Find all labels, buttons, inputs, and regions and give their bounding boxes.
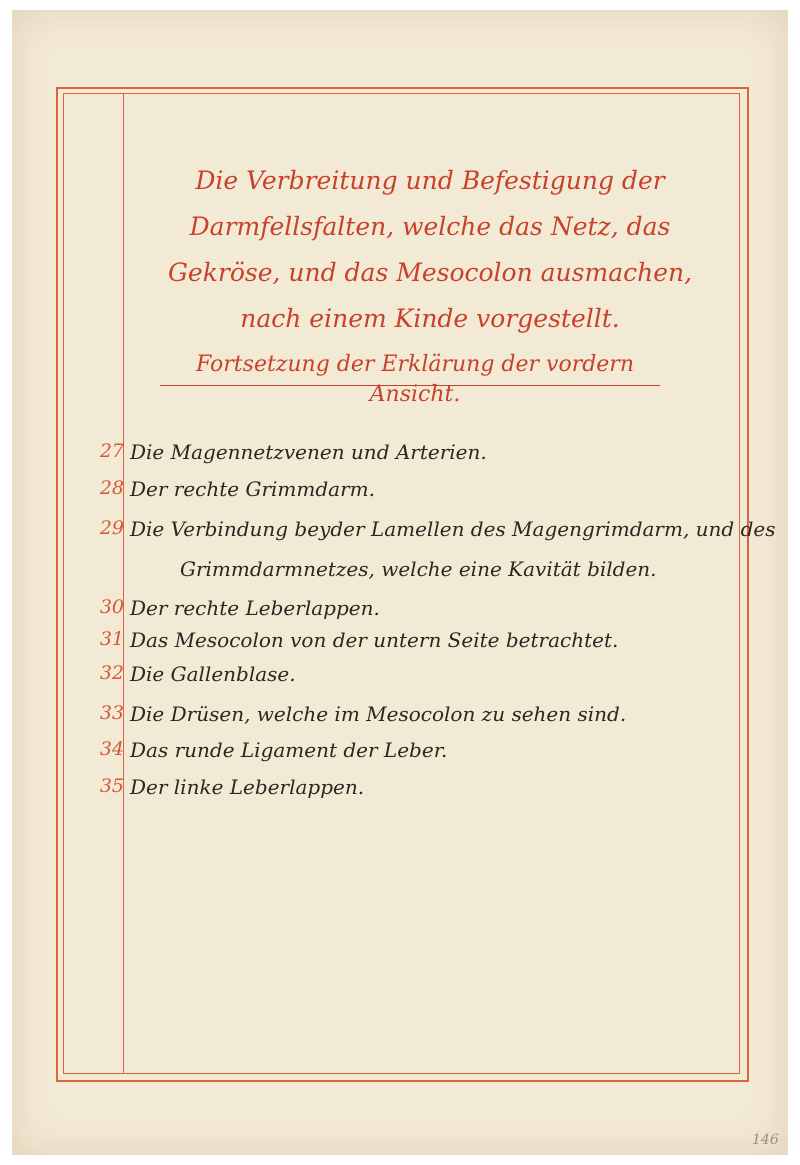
entry-number: 27 [99, 440, 124, 462]
entry-text: Der rechte Leberlappen. [130, 596, 380, 620]
page-title: Die Verbreitung und Befestigung der Darmfellsfalten, welche das Netz, das Gekröse, und das Mesocolon ausmachen, nach einem Kinde vorgestellt. [167, 166, 693, 333]
subtitle-underline [160, 385, 660, 386]
entry-text: Die Gallenblase. [130, 662, 296, 686]
entry-text: Das Mesocolon von der untern Seite betrachtet. [130, 628, 619, 652]
page-subtitle: Fortsetzung der Erklärung der vordern Ansicht. [195, 352, 634, 407]
entry-text: Der rechte Grimmdarm. [130, 477, 375, 501]
entry-text: Die Drüsen, welche im Mesocolon zu sehen sind. [130, 702, 627, 726]
entry-number: 34 [99, 738, 124, 760]
entry-number: 33 [99, 702, 124, 724]
entry-text: Die Verbindung beyder Lamellen des Magengrimdarm, und des [130, 517, 776, 541]
margin-rule [123, 93, 124, 1073]
entry-number: 30 [99, 596, 124, 618]
folio-number: 146 [752, 1132, 779, 1148]
entry-number: 31 [99, 628, 124, 650]
entry-number: 32 [99, 662, 124, 684]
entry-number: 35 [99, 775, 124, 797]
entry-number: 28 [99, 477, 124, 499]
entry-text: Der linke Leberlappen. [130, 775, 365, 799]
entry-text-continuation: Grimmdarmnetzes, welche eine Kavität bilden. [180, 557, 657, 581]
entry-number: 29 [99, 517, 124, 539]
entry-text: Das runde Ligament der Leber. [130, 738, 448, 762]
entry-text: Die Magennetzvenen und Arterien. [130, 440, 487, 464]
